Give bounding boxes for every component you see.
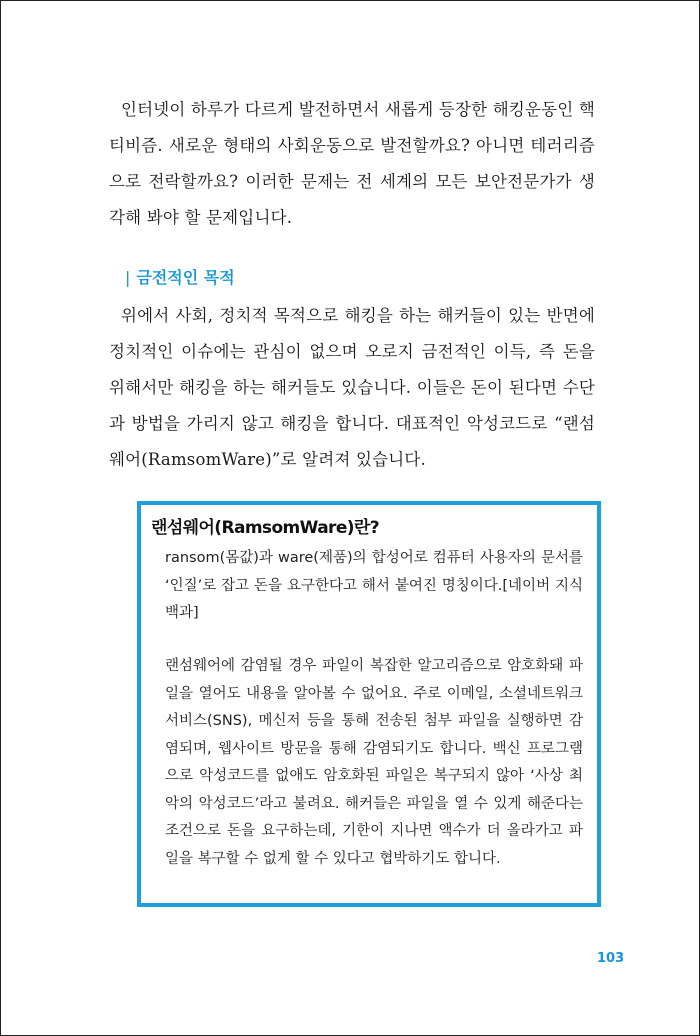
info-box-definition: ransom(몸값)과 ware(제품)의 합성어로 컴퓨터 사용자의 문서를 ‘인질’로 잡고 돈을 요구한다고 해서 붙여진 명칭이다.[네이버 지식백과]	[165, 550, 583, 621]
section-paragraph: 위에서 사회, 정치적 목적으로 해킹을 하는 해커들이 있는 반면에 정치적인 이슈에는 관심이 없으며 오로지 금전적인 이득, 즉 돈을 위해서만 해킹을 하는 해커들도 있습니다. 이들은 돈이 된다면 수단과 방법을 가리지 않고 해킹을 합니다. 대표적인 악성코드로 “랜섬웨어(RamsomWare)”로 알려져 있습니다.	[109, 306, 595, 469]
section-title: 금전적인 목적	[136, 268, 235, 287]
info-box-title: 랜섬웨어(RamsomWare)란?	[151, 518, 380, 538]
heading-bar: |	[125, 268, 131, 287]
section-heading	[125, 267, 235, 289]
info-box-description: 랜섬웨어에 감염될 경우 파일이 복잡한 알고리즘으로 암호화돼 파일을 열어도 내용을 알아볼 수 없어요. 주로 이메일, 소셜네트워크서비스(SNS), 메신저 등을 통해 전송된 첨부 파일을 실행하면 감염되며, 웹사이트 방문을 통해 감염되기도 합니다. 백신 프로그램으로 악성코드를 없애도 암호화된 파일은 복구되지 않아 ‘사상 최악의 악성코드’라고 불려요. 해커들은 파일을 열 수 있게 해준다는 조건으로 돈을 요구하는데, 기한이 지나면 액수가 더 올라가고 파일을 복구할 수 없게 할 수 있다고 협박하기도 합니다.	[165, 658, 583, 867]
ransomware-info-box	[137, 501, 601, 907]
intro-paragraph: 인터넷이 하루가 다르게 발전하면서 새롭게 등장한 해킹운동인 핵티비즘. 새로운 형태의 사회운동으로 발전할까요? 아니면 테러리즘으로 전락할까요? 이러한 문제는 전 세계의 모든 보안전문가가 생각해 봐야 할 문제입니다.	[109, 100, 595, 227]
page-number: 103	[597, 951, 625, 966]
